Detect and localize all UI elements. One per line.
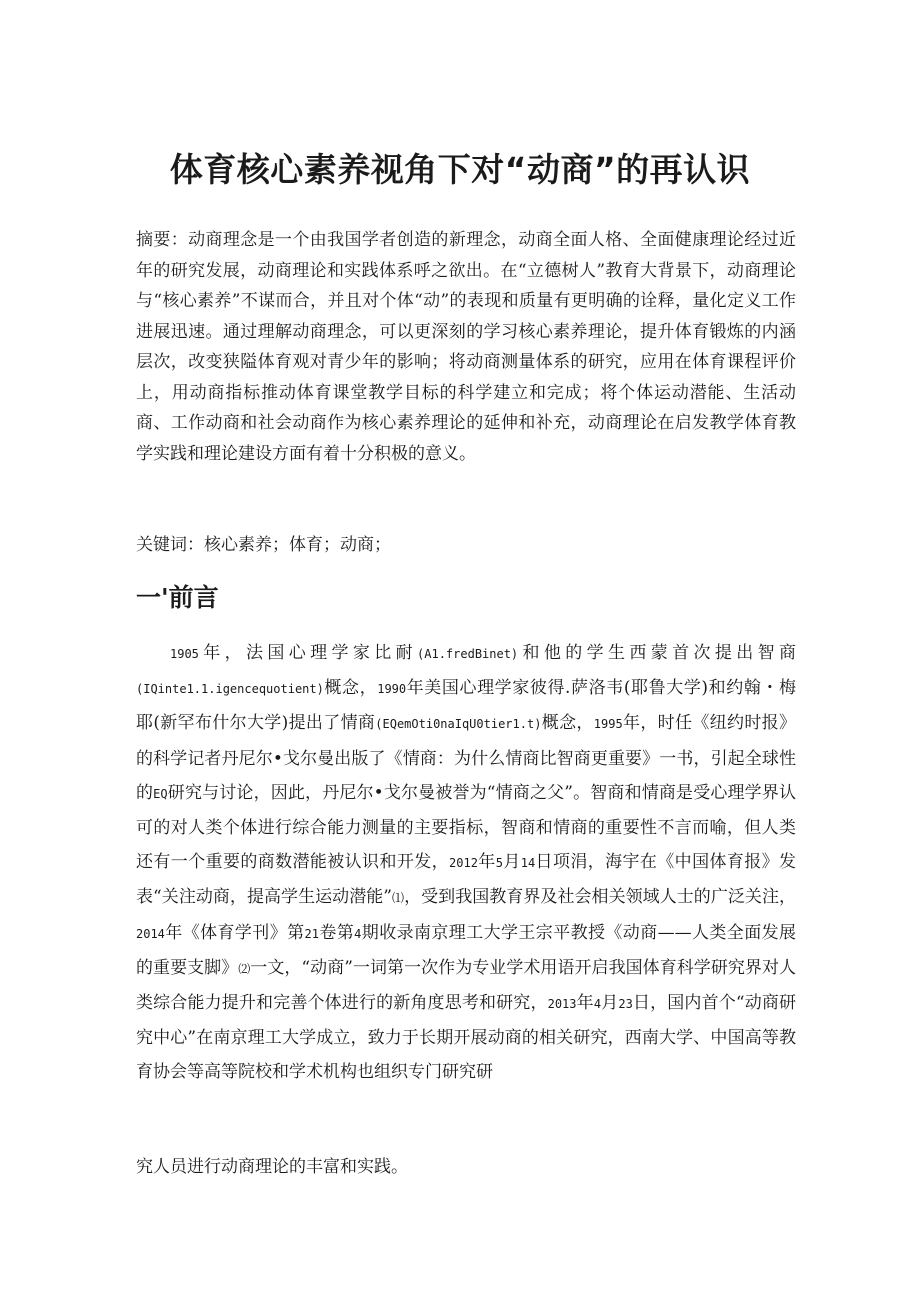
- day-14: 14: [520, 856, 536, 871]
- iq-term: (IQinte1.1.igencequotient): [136, 682, 324, 697]
- citation-2: ⑵: [238, 961, 251, 976]
- issue-4: 4: [354, 926, 362, 941]
- paragraph-text: 月: [601, 993, 619, 1014]
- year-2014: 2014: [136, 926, 165, 941]
- year-1990: 1990: [377, 682, 407, 697]
- paragraph-text: 概念，: [323, 678, 378, 699]
- eq-term: (EQemOti0naIqU0tier1.t): [375, 717, 542, 732]
- paragraph-text: 年: [576, 993, 594, 1014]
- body-paragraph: [136, 636, 796, 1090]
- abstract: [136, 225, 796, 469]
- paragraph-text: 和他的学生西蒙首次提出智商: [518, 643, 797, 663]
- keywords-label: 关键词：: [136, 535, 204, 555]
- paragraph-text: 年: [477, 852, 496, 873]
- document-title: 体育核心素养视角下对“动商”的再认识: [169, 150, 751, 189]
- paragraph-text: 年，时任《纽约时报》的科学记者丹尼尔•戈尔曼出版了《情商：为什么情商比智商更重要》一书，引起全球性的: [136, 713, 797, 803]
- year-1905: 1905: [170, 647, 199, 661]
- paragraph-text: 日项涓，海宇在《中国体育报》发表“关注动商，提高学生运动潜能”: [136, 852, 797, 908]
- year-1995: 1995: [593, 717, 623, 732]
- abstract-label: 摘要：: [136, 230, 189, 250]
- paragraph-text: 期收录南京理工大学王宗平教授《动商——人类全面发展的重要支脚》: [136, 922, 797, 978]
- paragraph-text: 年《体育学刊》第: [164, 922, 305, 943]
- paragraph-text: 年美国心理学家彼得.萨洛韦(耶鲁大学)和约翰・梅耶(新罕布什尔大学)提出了情商: [136, 678, 797, 734]
- keywords: [136, 530, 796, 560]
- citation-1: ⑴: [392, 891, 405, 906]
- paragraph-text: 日，国内首个“动商研究中心”在南京理工大学成立，致力于长期开展动商的相关研究，西南大学、中国高等教育协会等高等院校和学术机构也组织专门研究研: [136, 993, 797, 1083]
- paragraph-text: 概念，: [541, 713, 594, 734]
- section-heading-preface: 一'前言: [136, 583, 219, 612]
- paragraph-text: 一文，“动商”一词第一次作为专业学术用语开启我国体育科学研究界对人类综合能力提升和完善个体进行的新角度思考和研究，: [136, 957, 796, 1014]
- paragraph-text: 研究与讨论，因此，丹尼尔•戈尔曼被誉为“情商之父”。智商和情商是受心理学界认可的对人类个体进行综合能力测量的主要指标，智商和情商的重要性不言而喻，但人类还有一个重要的商数潜能被认识和开发，: [136, 782, 797, 873]
- year-2013: 2013: [547, 997, 577, 1012]
- paragraph-text: 月: [502, 852, 521, 873]
- month-5: 5: [495, 856, 503, 871]
- eq-abbrev: EQ: [153, 786, 168, 801]
- volume-21: 21: [304, 926, 319, 941]
- year-2012: 2012: [449, 856, 478, 871]
- month-4: 4: [593, 997, 602, 1012]
- binet-name: (A1.fredBinet): [417, 647, 519, 661]
- day-23: 23: [618, 997, 633, 1012]
- abstract-text: 动商理念是一个由我国学者创造的新理念，动商全面人格、全面健康理论经过近年的研究发展，动商理论和实践体系呼之欲出。在“立德树人”教育大背景下，动商理论与“核心素养”不谋而合，并且对个体“动”的表现和质量有更明确的诠释，量化定义工作进展迅速。通过理解动商理念，可以更深刻的学习核心素养理论，提升体育锻炼的内涵层次，改变狭隘体育观对青少年的影响；将动商测量体系的研究，应用在体育课程评价上，用动商指标推动体育课堂教学目标的科学建立和完成；将个体运动潜能、生活动商、工作动商和社会动商作为核心素养理论的延伸和补充，动商理论在启发教学体育教学实践和理论建设方面有着十分积极的意义。: [136, 230, 797, 464]
- tail-paragraph: 究人员进行动商理论的丰富和实践。: [136, 1157, 408, 1177]
- paragraph-text: 卷第: [318, 922, 355, 943]
- paragraph-text: ，受到我国教育界及社会相关领域人士的广泛关注，: [404, 887, 796, 908]
- paragraph-text: 年，法国心理学家比耐: [198, 643, 418, 663]
- keywords-text: 核心素养；体育；动商；: [204, 535, 391, 555]
